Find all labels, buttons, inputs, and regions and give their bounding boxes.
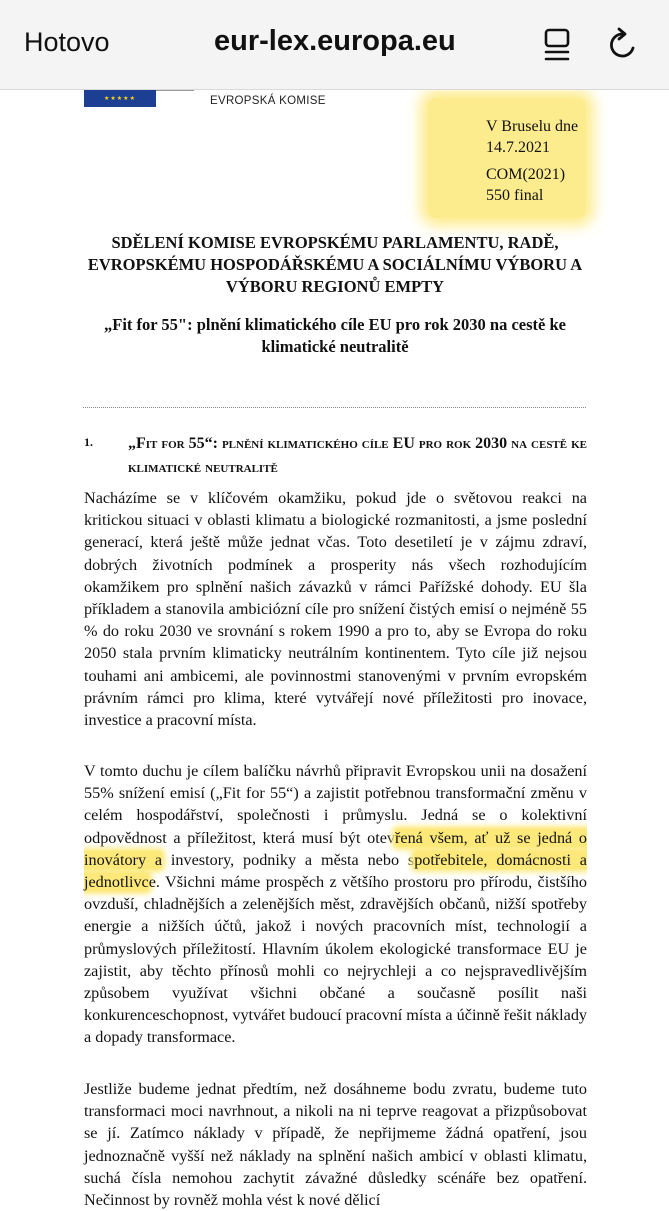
place-date: V Bruselu dne: [486, 118, 579, 135]
paragraph-3: Jestliže budeme jednat předtím, než dosáhneme bodu zvratu, budeme tuto transformaci moci navrhnout, a nikoli na ni teprve reagovat a přizpůsobovat se jí. Zatímco náklady v případě, že nepřijmeme žádná opatření, jsou jednoznačně vyšší než náklady na splnění našich ambicí v oblasti klimatu, suchá čísla nemohou zachytit závažné důsledky scénáře bez opatření. Nečinnost by rovněž mohla vést k nové dělicí: [84, 1080, 587, 1210]
highlight-2: potřebitele, domácnosti a jednotlivc: [84, 850, 587, 892]
document-reference: COM(2021): [486, 166, 566, 183]
commission-name: EVROPSKÁ KOMISE: [210, 95, 326, 107]
eu-stars-icon: ★★★★★: [104, 95, 136, 102]
reader-view-icon: [540, 26, 576, 64]
document-page: [0, 90, 669, 1210]
eu-flag-logo: [84, 90, 156, 107]
paragraph-2: [84, 760, 587, 1049]
reader-view-button[interactable]: [540, 26, 576, 64]
paragraph-1: Nacházíme se v klíčovém okamžiku, pokud jde o světovou reakci na kritickou situaci v oblasti klimatu a biologické rozmanitosti, a jsme poslední generací, která ještě může jednat včas. Toto desetiletí je v zájmu zdraví, dobrých životních podmínek a prosperity nás všech rozhodujícím okamžikem pro splnění našich závazků v rámci Pařížské dohody. EU šla příkladem a stanovila ambiciózní cíle pro snížení čistých emisí o nejméně 55 % do roku 2030 ve srovnání s rokem 1990 a pro to, aby se Evropa do roku 2050 stala prvním klimaticky neutrálním kontinentem. Tyto cíle již nejsou touhami ani ambicemi, ale povinnostmi stanovenými v prvním evropském právním rámci pro klima, které vytvářejí nové příležitosti pro inovace, investice a pracovní místa.: [84, 489, 587, 730]
section-number: 1.: [84, 435, 93, 449]
paragraph-2-text-c: e. Všichni máme prospěch z většího prostoru pro přírodu, čistšího ovzduší, chladnějších a zelenějších měst, zdravějších občanů, nižší spotřeby energie a nižších účtů, jakož i nových pracovních míst, technologií a průmyslových příležitostí. Hlavním úkolem ekologické transformace EU je zajistit, aby těchto přínosů mohli co nejrychleji a co nejspravedlivějším způsobem využívat všichni občané a současně posílit naši konkurenceschopnost, vytvářet budoucí pracovní místa a účinně řešit náklady a dopady transformace.: [84, 873, 588, 1047]
reload-button[interactable]: [604, 26, 642, 64]
document-reference-final: 550 final: [486, 187, 544, 204]
reload-icon: [604, 26, 642, 64]
paragraph-2-text-b: investory, podniky a města nebo s: [162, 850, 415, 869]
document-title: SDĚLENÍ KOMISE EVROPSKÉMU PARLAMENTU, RADĚ, EVROPSKÉMU HOSPODÁŘSKÉMU A SOCIÁLNÍMU VÝBORU A VÝBORU REGIONŮ EMPTY: [87, 233, 583, 296]
paragraph-2-text-a: V tomto duchu je cílem balíčku návrhů připravit Evropskou unii na dosažení 55% snížení emisí („Fit for 55“) a zajistit potřebnou transformační změnu v celém hospodářství, společnosti i průmyslu. Jedná se o kolektivní odpovědnost a příležitost, která musí být otev: [84, 762, 587, 847]
browser-toolbar: [0, 0, 669, 90]
section-title: „Fit for 55“: plnění klimatického cíle EU pro rok 2030 na cestě ke klimatické neutralitě: [128, 435, 588, 476]
dotted-divider: [83, 407, 586, 408]
document-subtitle: „Fit for 55": plnění klimatického cíle EU pro rok 2030 na cestě ke klimatické neutralitě: [104, 315, 566, 356]
document-date: 14.7.2021: [486, 139, 550, 156]
done-button[interactable]: Hotovo: [24, 27, 110, 57]
url-label[interactable]: eur-lex.europa.eu: [214, 25, 456, 57]
date-block: [486, 116, 578, 206]
highlight-1: řená všem, ať už se jedná o inovátory a: [84, 828, 587, 869]
